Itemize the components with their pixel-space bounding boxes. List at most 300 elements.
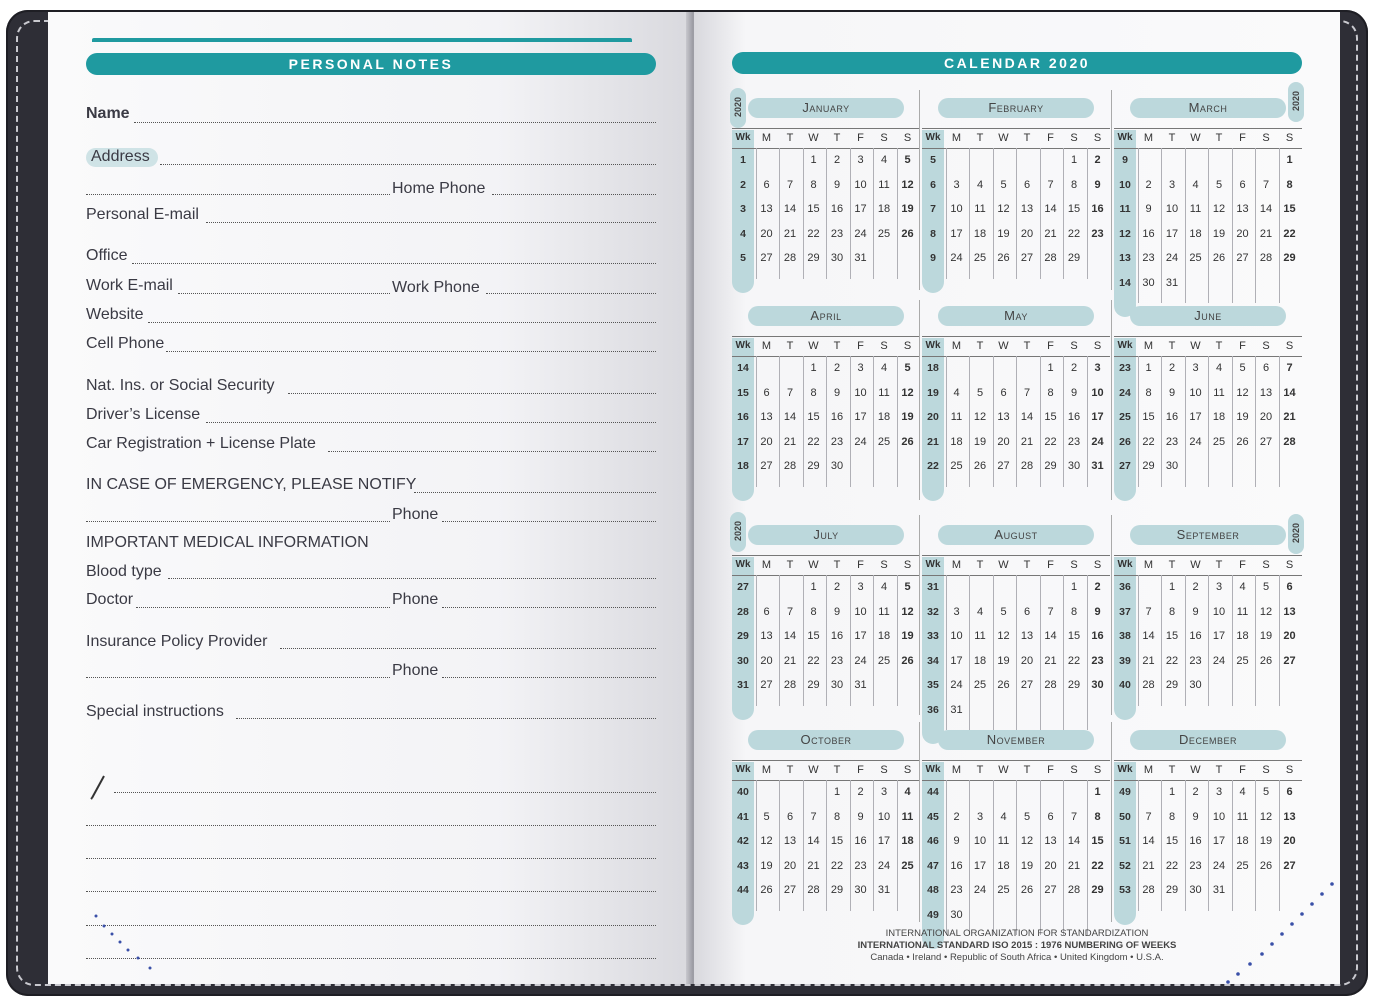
day-cell: 27 [1044,884,1057,896]
month-november-col-line [1016,780,1017,935]
day-cell: 24 [854,654,867,667]
week-number: 19 [927,386,939,399]
day-cell: 4 [1239,786,1246,798]
day-cell: 13 [1283,810,1296,823]
day-cell: 13 [783,835,797,847]
day-cell: 14 [1259,203,1273,215]
day-cell: 13 [997,411,1010,423]
day-cell: 15 [807,411,820,423]
day-cell: 26 [973,460,987,472]
day-cell: 21 [783,654,797,667]
ribbon-marker-right [1222,880,1338,986]
day-cell: 21 [1142,654,1155,667]
field-emergency-line[interactable] [414,492,656,493]
day-cell: 6 [1000,386,1007,399]
field-nat-ins-line[interactable] [288,393,656,394]
day-cell: 15 [807,630,820,642]
day-cell: 3 [1215,786,1223,798]
month-march-col-line [1255,148,1256,303]
day-cell: 30 [1142,276,1155,289]
day-cell: 13 [760,630,773,642]
month-june-header-6: S [1262,340,1270,352]
day-cell: 13 [1020,630,1034,642]
field-work-email-line[interactable] [178,293,390,294]
day-cell: 16 [1091,630,1104,642]
month-september-header-4: T [1215,559,1223,571]
month-february-header-1: M [951,132,962,144]
field-insurance-contact-line[interactable] [86,677,390,678]
month-march-header-1: M [1143,132,1154,144]
day-cell: 24 [1091,435,1104,448]
week-number: 37 [1119,605,1131,618]
week-number: 29 [737,630,749,642]
field-name-line[interactable] [134,122,656,123]
month-january-header-5: F [857,132,864,144]
month-november-header-2: T [976,764,984,776]
week-number: 31 [927,581,939,593]
day-cell: 17 [1212,835,1226,847]
day-cell: 11 [974,630,986,642]
field-special-line[interactable] [236,718,656,719]
day-cell: 24 [973,884,987,896]
month-march-header-rule [1114,128,1302,129]
week-number: 11 [1119,203,1131,215]
day-cell: 11 [1236,605,1249,618]
day-cell: 28 [783,460,797,472]
field-office-label: Office [86,247,128,264]
week-number: 35 [927,679,939,691]
month-november-col-line [1063,780,1064,935]
day-cell: 18 [1189,227,1202,240]
day-cell: 20 [1020,654,1034,667]
month-november-header-5: F [1047,764,1054,776]
week-number: 13 [1119,252,1131,264]
day-cell: 27 [760,252,773,264]
day-cell: 30 [1189,884,1202,896]
day-cell: 15 [1283,203,1296,215]
day-cell: 5 [1000,605,1007,618]
day-cell: 18 [877,203,891,215]
day-cell: 12 [901,605,914,618]
day-cell: 26 [1020,884,1034,896]
day-cell: 12 [1212,203,1226,215]
month-august-col-line [1087,575,1088,730]
day-cell: 26 [997,252,1010,264]
week-number: 6 [930,178,936,191]
day-cell: 4 [1239,581,1246,593]
day-cell: 20 [783,859,797,872]
calendar-banner: CALENDAR 2020 [732,52,1302,74]
day-cell: 24 [1212,859,1226,872]
field-blood-type-line[interactable] [168,578,656,579]
day-cell: 5 [1262,581,1270,593]
day-cell: 25 [950,460,963,472]
day-cell: 9 [833,386,841,399]
day-cell: 27 [760,679,773,691]
ribbon-marker-left [92,912,162,974]
field-website-line[interactable] [148,322,656,323]
month-august-col-line [1016,575,1017,730]
day-cell: 1 [1070,581,1078,593]
year-tab-label: 2020 [733,520,743,542]
day-cell: 24 [1165,252,1179,264]
week-number: 38 [1119,630,1131,642]
field-office-line[interactable] [132,263,656,264]
month-march-header-6: S [1262,132,1270,144]
field-personal-email-line[interactable] [206,222,656,223]
week-number: 17 [737,435,749,448]
month-january-title: January [748,98,904,118]
day-cell: 16 [1067,411,1081,423]
day-cell: 24 [950,679,963,691]
month-april-header-6: S [880,340,888,352]
day-cell: 6 [763,386,770,399]
day-cell: 5 [976,386,984,399]
day-cell: 9 [833,178,841,191]
field-cell-phone-line[interactable] [166,351,656,352]
day-cell: 15 [1044,411,1057,423]
day-cell: 27 [783,884,797,896]
day-cell: 30 [830,679,844,691]
day-cell: 2 [833,581,841,593]
day-cell: 11 [997,835,1010,847]
month-separator [919,90,920,290]
month-february-title: February [938,98,1094,118]
day-cell: 28 [807,884,820,896]
day-cell: 23 [1091,227,1104,240]
notes-line-2[interactable] [86,825,656,826]
day-cell: 28 [1142,884,1155,896]
week-number: 41 [737,810,749,823]
month-august-header-5: F [1047,559,1054,571]
day-cell: 2 [1094,581,1101,593]
month-december-header-5: F [1239,764,1246,776]
day-cell: 24 [877,859,891,872]
day-cell: 8 [1070,605,1078,618]
field-doctor-line[interactable] [136,607,390,608]
week-number: 1 [740,154,746,166]
month-june-header-rule [1114,336,1302,337]
week-number: 5 [930,154,936,166]
month-march-header-3: W [1190,132,1201,144]
month-march-header-7: S [1285,132,1294,144]
month-august-header-4: T [1023,559,1031,571]
day-cell: 1 [810,154,817,166]
day-cell: 29 [1067,252,1081,264]
month-november-header-4: T [1023,764,1031,776]
week-number: 18 [927,362,939,374]
day-cell: 5 [1215,178,1223,191]
day-cell: 7 [1286,362,1293,374]
day-cell: 28 [1044,679,1057,691]
month-april-header-5: F [857,340,864,352]
month-july-header-3: W [808,559,819,571]
day-cell: 24 [1212,654,1226,667]
day-cell: 1 [1168,786,1176,798]
day-cell: 31 [854,679,867,691]
day-cell: 26 [1259,654,1273,667]
day-cell: 16 [830,411,844,423]
day-cell: 21 [783,435,797,448]
day-cell: 6 [1023,178,1031,191]
field-drivers-license-line[interactable] [206,422,656,423]
day-cell: 26 [901,435,914,448]
field-home-phone-line[interactable] [492,194,656,195]
day-cell: 29 [807,679,820,691]
month-july-title: July [748,525,904,545]
notes-line-6[interactable] [86,958,656,959]
month-separator [1111,300,1112,500]
day-cell: 2 [833,362,841,374]
field-address-line[interactable] [160,164,656,165]
day-cell: 26 [901,227,914,240]
week-number: 14 [1119,276,1131,289]
notes-line-5[interactable] [86,925,656,926]
day-cell: 6 [1239,178,1246,191]
field-work-phone-line[interactable] [486,293,656,294]
footer-countries: Canada • Ireland • Republic of South Africa • United Kingdom • U.S.A. [870,952,1164,963]
day-cell: 6 [763,605,770,618]
week-number: 5 [740,252,746,264]
day-cell: 18 [901,835,914,847]
day-cell: 26 [997,679,1010,691]
day-cell: 12 [760,835,773,847]
day-cell: 4 [976,178,984,191]
day-cell: 29 [1165,884,1179,896]
day-cell: 7 [1262,178,1270,191]
month-november-header-7: S [1093,764,1102,776]
week-number: 26 [1119,435,1131,448]
month-november-header-3: W [998,764,1009,776]
day-cell: 22 [830,859,844,872]
day-cell: 21 [1020,435,1034,448]
footer-iso-standard: INTERNATIONAL STANDARD ISO 2015 : 1976 NUMBERING OF WEEKS [857,940,1177,951]
day-cell: 21 [807,859,820,872]
day-cell: 17 [973,859,987,872]
month-october-header-7: S [903,764,912,776]
field-phone-3-line[interactable] [442,677,656,678]
day-cell: 3 [1168,178,1176,191]
day-cell: 19 [901,411,914,423]
field-address-line-2[interactable] [86,194,390,195]
year-tab-label: 2020 [733,96,743,118]
day-cell: 4 [880,154,888,166]
banner-swoosh [92,38,632,42]
month-december-header-0: Wk [1117,764,1133,775]
day-cell: 9 [1145,203,1152,215]
month-september-header-rule [1114,555,1302,556]
day-cell: 13 [1259,386,1273,399]
month-september-header-1: M [1143,559,1154,571]
day-cell: 28 [1259,252,1273,264]
month-may-header-1: M [951,340,962,352]
day-cell: 25 [1189,252,1202,264]
day-cell: 9 [1070,386,1078,399]
week-number: 44 [737,884,749,896]
day-cell: 25 [877,227,891,240]
day-cell: 1 [810,581,817,593]
day-cell: 14 [1044,203,1057,215]
month-february-header-7: S [1093,132,1102,144]
day-cell: 14 [1142,630,1155,642]
day-cell: 17 [1212,630,1226,642]
field-phone-1-line[interactable] [442,521,656,522]
day-cell: 24 [1189,435,1202,448]
month-february-header-2: T [976,132,984,144]
month-september-header-7: S [1285,559,1294,571]
day-cell: 5 [1262,786,1270,798]
week-number: 2 [740,178,746,191]
day-cell: 9 [953,835,960,847]
day-cell: 8 [1145,386,1152,399]
month-august-col-line [993,575,994,730]
month-july-header-6: S [880,559,888,571]
field-name-label: Name [86,105,130,122]
month-february-header-6: S [1070,132,1078,144]
day-cell: 14 [1142,835,1155,847]
month-june-header-4: T [1215,340,1223,352]
day-cell: 21 [1283,411,1296,423]
day-cell: 14 [807,835,820,847]
month-january-header-4: T [833,132,841,144]
day-cell: 2 [1145,178,1152,191]
week-number: 45 [927,810,939,823]
day-cell: 25 [1236,859,1249,872]
day-cell: 5 [763,810,770,823]
month-october-header-0: Wk [735,764,751,775]
day-cell: 22 [807,435,820,448]
day-cell: 1 [1168,581,1176,593]
day-cell: 11 [878,386,890,399]
day-cell: 1 [1145,362,1152,374]
day-cell: 23 [830,435,844,448]
week-number: 22 [927,460,939,472]
month-march-col-line [1279,148,1280,303]
day-cell: 13 [760,411,773,423]
day-cell: 14 [1283,386,1296,399]
month-august-header-3: W [998,559,1009,571]
day-cell: 21 [1142,859,1155,872]
week-number: 32 [927,605,939,618]
day-cell: 2 [1168,362,1176,374]
month-january-header-2: T [786,132,794,144]
field-car-registration-line[interactable] [328,451,656,452]
day-cell: 3 [953,178,960,191]
day-cell: 30 [1189,679,1202,691]
day-cell: 1 [1094,786,1101,798]
day-cell: 26 [1259,859,1273,872]
day-cell: 29 [1044,460,1057,472]
day-cell: 18 [973,654,987,667]
day-cell: 3 [1215,581,1223,593]
day-cell: 5 [904,581,911,593]
month-may-header-2: T [976,340,984,352]
year-tab [1288,514,1304,554]
day-cell: 8 [1047,386,1054,399]
day-cell: 10 [1091,386,1104,399]
day-cell: 17 [854,411,867,423]
day-cell: 26 [1236,435,1249,448]
day-cell: 27 [760,460,773,472]
day-cell: 12 [1236,386,1249,399]
day-cell: 15 [1091,835,1104,847]
day-cell: 12 [997,203,1010,215]
week-number: 23 [1119,362,1131,374]
month-june-title: June [1130,306,1286,326]
month-november-header-1: M [951,764,962,776]
day-cell: 20 [1283,630,1296,642]
day-cell: 9 [1094,178,1101,191]
notes-line-4[interactable] [86,891,656,892]
day-cell: 17 [877,835,891,847]
day-cell: 11 [878,178,890,191]
day-cell: 2 [1094,154,1101,166]
notes-line-1[interactable] [114,792,656,793]
field-emergency-contact-line[interactable] [86,521,390,522]
day-cell: 19 [760,859,773,872]
week-number: 44 [927,786,939,798]
field-emergency-label: IN CASE OF EMERGENCY, PLEASE NOTIFY [86,476,417,493]
month-march-title: March [1130,98,1286,118]
day-cell: 26 [901,654,914,667]
day-cell: 16 [1189,630,1202,642]
day-cell: 18 [1236,630,1249,642]
day-cell: 20 [1020,227,1034,240]
month-july-header-rule [732,555,920,556]
day-cell: 27 [1283,859,1296,872]
day-cell: 11 [878,605,890,618]
day-cell: 31 [1165,276,1179,289]
month-december-title: December [1130,730,1286,750]
pen-icon [88,774,108,800]
day-cell: 4 [904,786,911,798]
field-address-label: Address [91,148,150,165]
day-cell: 23 [1091,654,1104,667]
month-november-title: November [938,730,1094,750]
month-october-header-2: T [786,764,794,776]
day-cell: 30 [830,252,844,264]
day-cell: 14 [783,203,797,215]
month-may-title: May [938,306,1094,326]
day-cell: 18 [997,859,1010,872]
day-cell: 20 [760,435,773,448]
day-cell: 17 [950,654,963,667]
day-cell: 15 [807,203,820,215]
week-number: 46 [927,835,939,847]
month-may-header-5: F [1047,340,1054,352]
month-september-header-5: F [1239,559,1246,571]
day-cell: 2 [857,786,864,798]
field-phone-3-label: Phone [392,662,439,679]
day-cell: 22 [1091,859,1104,872]
month-august-col-line [1040,575,1041,730]
field-phone-2-line[interactable] [442,607,656,608]
month-december-header-4: T [1215,764,1223,776]
notes-line-3[interactable] [86,858,656,859]
day-cell: 19 [1020,859,1034,872]
week-number: 25 [1119,411,1131,423]
day-cell: 17 [854,630,867,642]
month-september-header-6: S [1262,559,1270,571]
day-cell: 12 [1259,810,1273,823]
field-insurance-line[interactable] [280,648,656,649]
day-cell: 15 [830,835,844,847]
day-cell: 22 [1165,859,1179,872]
day-cell: 12 [997,630,1010,642]
month-december-header-6: S [1262,764,1270,776]
day-cell: 23 [1189,654,1202,667]
day-cell: 25 [997,884,1010,896]
